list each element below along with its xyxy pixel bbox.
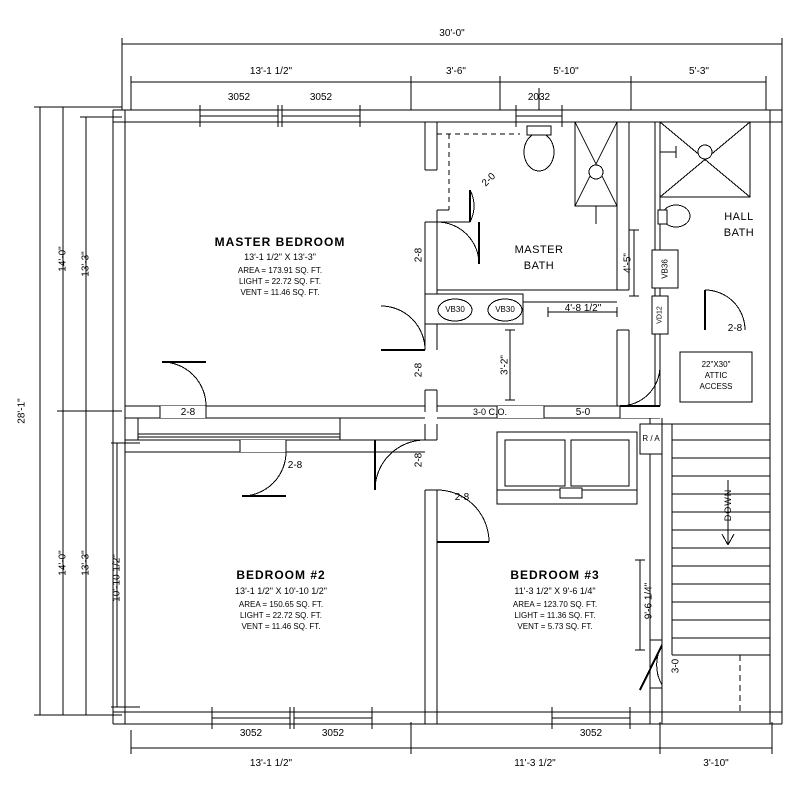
room-area-bedroom-3: AREA = 123.70 SQ. FT.: [512, 600, 598, 609]
dim-overall-left: 28'-1": [16, 398, 28, 424]
dim-top-seg-4: 5'-3": [689, 66, 709, 77]
dim-left-outer-2: 14'-0": [57, 550, 69, 576]
room-label-hall-bath-line1: HALL: [724, 211, 754, 223]
dim-overall-top: 30'-0": [439, 28, 465, 39]
vanity-label-vb36: VB36: [660, 259, 670, 279]
attic-access-line1: 22"X30": [701, 360, 731, 369]
vanity-label-vb30-a: VB30: [445, 305, 465, 314]
room-label-hall-bath-line2: BATH: [723, 227, 755, 239]
room-light-bedroom-3: LIGHT = 11.36 SQ. FT.: [514, 611, 596, 620]
door-label-2-8-left: 2-8: [180, 407, 196, 418]
door-label-2-8-bedroom2: 2-8: [287, 460, 303, 471]
room-size-bedroom-3: 11'-3 1/2" X 9'-6 1/4": [514, 586, 596, 596]
room-area-bedroom-2: AREA = 150.65 SQ. FT.: [238, 600, 324, 609]
door-label-5-0: 5-0: [575, 407, 591, 418]
door-label-2-0: 2-0: [480, 171, 498, 189]
door-label-2-8-bedroom3: 2-8: [454, 492, 470, 503]
room-light-master-bedroom: LIGHT = 22.72 SQ. FT.: [239, 277, 321, 286]
door-label-2-8-master: 2-8: [413, 247, 425, 263]
dim-hall-offset: 3'-2": [499, 355, 511, 375]
door-label-3-0: 3-0: [670, 658, 682, 674]
window-tag-3052-d: 3052: [321, 728, 345, 739]
return-air-label: R / A: [642, 434, 660, 443]
room-vent-bedroom-2: VENT = 11.46 SQ. FT.: [241, 622, 321, 631]
dim-top-seg-1: 13'-1 1/2": [249, 66, 293, 77]
attic-access-line2: ATTIC: [704, 371, 728, 380]
dim-master-bath-depth: 4'-5": [622, 253, 634, 273]
room-area-master-bedroom: AREA = 173.91 SQ. FT.: [237, 266, 323, 275]
dim-bottom-seg-1: 13'-1 1/2": [249, 758, 293, 769]
stair-down-label: DOWN: [723, 488, 733, 522]
window-tag-3052-e: 3052: [579, 728, 603, 739]
dim-left-inner-2: 13'-3": [80, 550, 92, 576]
window-tag-3052-c: 3052: [239, 728, 263, 739]
dim-left-inner-extra: 10'-10 1/2": [111, 554, 123, 602]
room-label-bedroom-2: BEDROOM #2: [236, 568, 326, 582]
window-tag-2032: 2032: [527, 92, 551, 103]
window-tag-3052-b: 3052: [309, 92, 333, 103]
room-vent-master-bedroom: VENT = 11.46 SQ. FT.: [240, 288, 320, 297]
vanity-label-vb30-b: VB30: [495, 305, 515, 314]
dim-left-outer-1: 14'-0": [57, 246, 69, 272]
door-label-3-0-co: 3-0 C.O.: [472, 407, 508, 417]
room-light-bedroom-2: LIGHT = 22.72 SQ. FT.: [240, 611, 322, 620]
dim-top-seg-3: 5'-10": [553, 66, 579, 77]
dim-master-bath-width: 4'-8 1/2": [564, 303, 602, 314]
room-label-master-bedroom: MASTER BEDROOM: [214, 235, 346, 249]
dim-top-seg-2: 3'-6": [446, 66, 466, 77]
room-size-bedroom-2: 13'-1 1/2" X 10'-10 1/2": [235, 586, 327, 596]
dim-left-inner-1: 13'-3": [80, 251, 92, 277]
room-label-master-bath-line2: BATH: [523, 260, 555, 272]
door-label-2-8-hall-a: 2-8: [413, 362, 425, 378]
closet-label-vd12: VD12: [656, 306, 664, 324]
door-label-2-8-hallbath: 2-8: [727, 323, 743, 334]
room-vent-bedroom-3: VENT = 5.73 SQ. FT.: [517, 622, 593, 631]
door-label-2-8-hall-b: 2-8: [413, 452, 425, 468]
dim-bottom-seg-3: 3'-10": [703, 758, 729, 769]
window-tag-3052-a: 3052: [227, 92, 251, 103]
dim-bottom-seg-2: 11'-3 1/2": [514, 758, 556, 769]
dim-bedroom3-depth: 9'-6 1/4": [643, 582, 655, 620]
room-label-bedroom-3: BEDROOM #3: [510, 568, 600, 582]
room-label-master-bath-line1: MASTER: [514, 244, 564, 256]
attic-access-line3: ACCESS: [699, 382, 733, 391]
room-size-master-bedroom: 13'-1 1/2" X 13'-3": [244, 252, 316, 262]
